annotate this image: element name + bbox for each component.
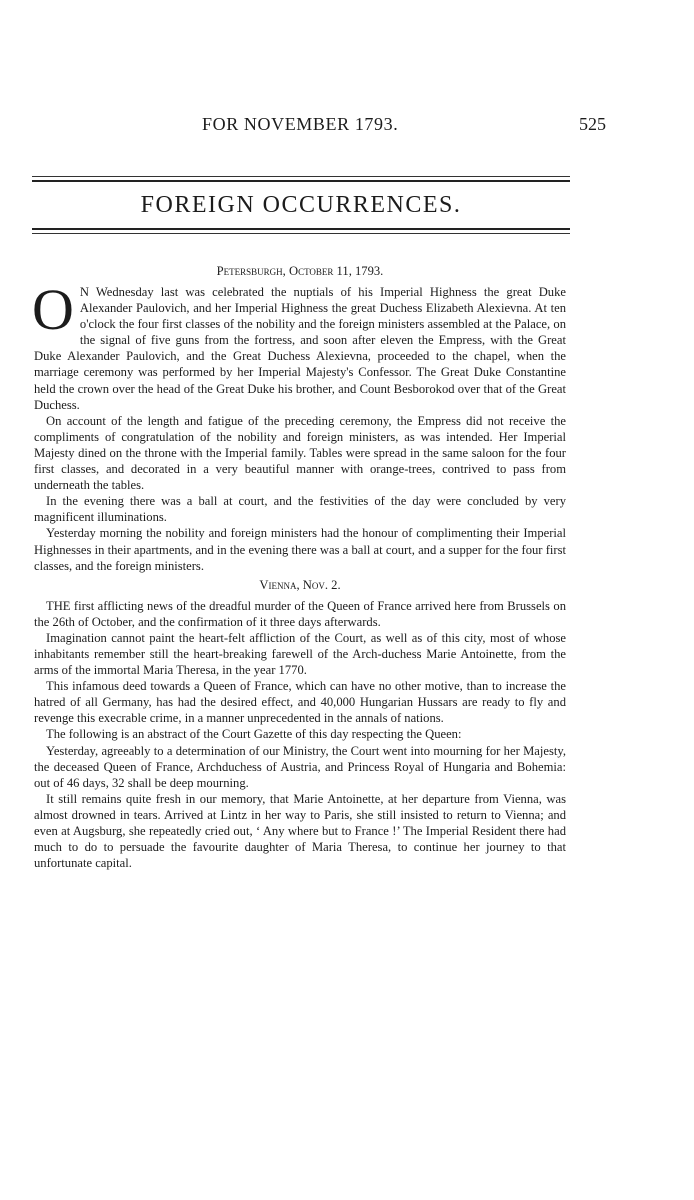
paragraph-1	[32, 277, 566, 413]
dateline-petersburgh: Petersburgh, October 11, 1793.	[216, 264, 384, 278]
article-body	[34, 262, 566, 871]
drop-cap: O	[32, 277, 74, 342]
paragraph-10: It still remains quite fresh in our memory, that Marie Antoinette, at her departure from Vienna, was almost drowned in tears. Arrived at Lintz in her way to Paris, she still insisted to return to Vienna; and even at Augsburg, she repeatedly cried out, ‘ Any where but to France !’ The Imperial Resident there had much to do to persuade the favourite daughter of Maria Theresa, to continue her journey to that unfortunate capital.	[34, 791, 566, 871]
bottom-rule	[32, 233, 570, 234]
paragraph-7: This infamous deed towards a Queen of France, which can have no other motive, than to increase the hatred of all Germany, has had the desired effect, and 40,000 Hungarian Hussars are ready to fly and revenge this execrable crime, in a manner unprecedented in the annals of nations.	[34, 679, 566, 726]
running-head	[30, 114, 610, 140]
page-number: 525	[579, 114, 606, 134]
bottom-rule-thick	[32, 228, 570, 230]
section-title: FOREIGN OCCURRENCES.	[140, 192, 462, 218]
paragraph-4: Yesterday morning the nobility and foreign ministers had the honour of complimenting their Imperial Highnesses in their apartments, and in the evening there was a ball at court, and a supper for the four first classes, and the foreign ministers.	[34, 526, 566, 573]
paragraph-1-text: N Wednesday last was celebrated the nuptials of his Imperial Highness the great Duke Alexander Paulovich, and her Imperial Highness the great Duchess Elizabeth Alexievna. At ten o'clock the four first classes of the nobility and the foreign ministers assembled at the Palace, on the signal of five guns from the fortress, and soon after eleven the Empress, with the Great Duke Alexander Paulovich, and the Great Duchess Alexievna, proceeded to the chapel, when the marriage ceremony was performed by her Imperial Majesty's Confessor. The Great Duke Constantine held the crown over the head of the Great Duke his brother, and Count Besborokod over that of the Great Duchess.	[34, 285, 566, 412]
paragraph-2: On account of the length and fatigue of the preceding ceremony, the Empress did not receive the compliments of congratulation of the nobility and foreign ministers, as was intended. Her Imperial Majesty dined on the throne with the Imperial family. Tables were spread in the same saloon for the four first classes, and decorated in a very beautiful manner with orange-trees, contrived to pass from underneath the tables.	[34, 413, 566, 493]
paragraph-3: In the evening there was a ball at court, and the festivities of the day were concluded by very magnificent illuminations.	[34, 494, 566, 525]
paragraph-5: THE first afflicting news of the dreadful murder of the Queen of France arrived here from Brussels on the 26th of October, and the confirmation of it three days afterwards.	[34, 598, 566, 629]
paragraph-9: Yesterday, agreeably to a determination of our Ministry, the Court went into mourning for her Majesty, the deceased Queen of France, Archduchess of Austria, and Princess Royal of Hungaria and Bohemia: out of 46 days, 32 shall be deep mourning.	[34, 743, 566, 790]
paragraph-6: Imagination cannot paint the heart-felt affliction of the Court, as well as of this city, most of whose inhabitants remember still the heart-breaking farewell of the Arch-duchess Marie Antoinette, from the arms of the immortal Maria Theresa, in the year 1770.	[34, 630, 566, 678]
top-rule-thick	[32, 180, 570, 182]
running-head-title: FOR NOVEMBER 1793.	[202, 114, 399, 134]
top-rule	[32, 176, 570, 177]
dateline-vienna: Vienna, Nov. 2.	[259, 577, 341, 592]
paragraph-8: The following is an abstract of the Court Gazette of this day respecting the Queen:	[46, 727, 462, 742]
